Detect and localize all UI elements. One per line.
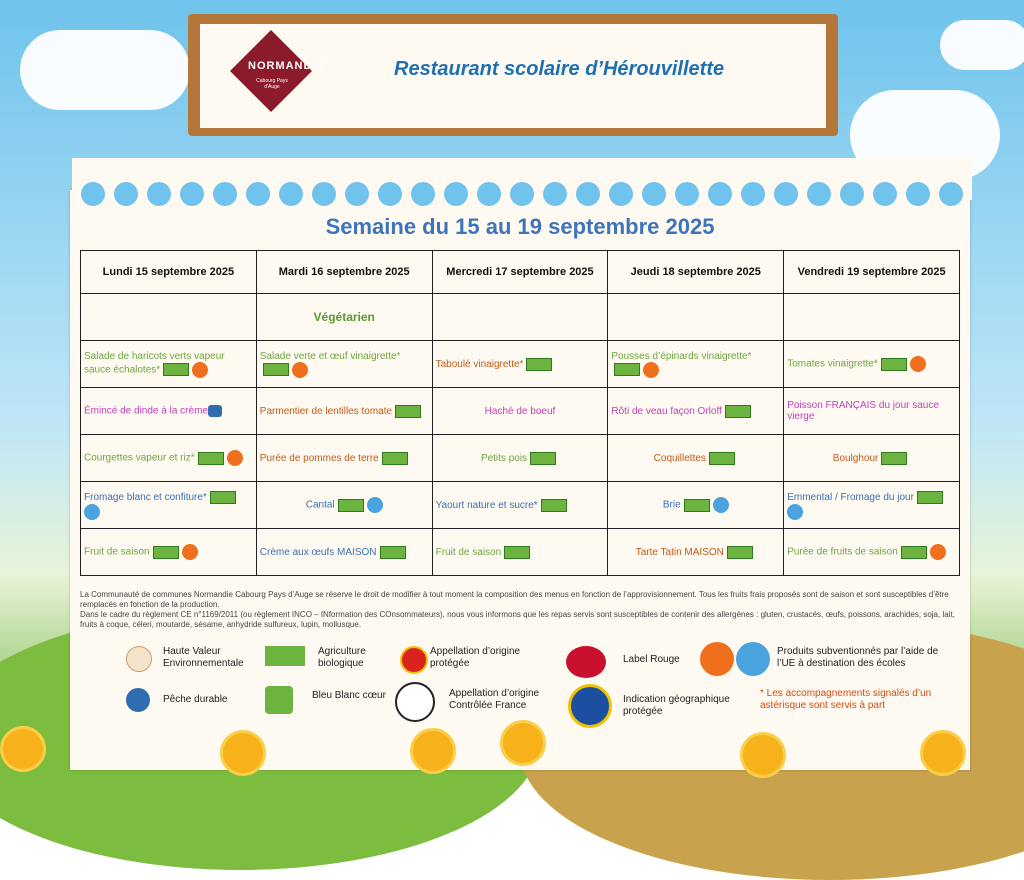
dish-text: Fruit de saison bbox=[435, 546, 502, 558]
binding-hole bbox=[675, 182, 699, 206]
day-header: Mardi 16 septembre 2025 bbox=[256, 251, 432, 294]
bio-icon bbox=[338, 499, 364, 512]
binding-hole bbox=[840, 182, 864, 206]
bio-icon bbox=[725, 405, 751, 418]
legend-aoc: Appellation d’origine Contrôlée France bbox=[449, 688, 540, 711]
binding-hole bbox=[81, 182, 105, 206]
day-header: Lundi 15 septembre 2025 bbox=[81, 251, 257, 294]
bio-legend-icon bbox=[265, 646, 305, 666]
dish-text: Fruit de saison bbox=[84, 546, 150, 558]
menu-cell bbox=[81, 435, 257, 482]
fruit-logo-icon bbox=[192, 362, 208, 378]
menu-cell bbox=[784, 529, 960, 576]
dish-text: Brie bbox=[662, 499, 681, 511]
aop-icon bbox=[400, 646, 428, 674]
dish-text: Poisson FRANÇAIS du jour sauce vierge bbox=[787, 400, 939, 422]
menu-cell bbox=[432, 341, 608, 388]
dish-text: Pousses d’épinards vinaigrette* bbox=[611, 350, 752, 362]
menu-cell bbox=[432, 388, 608, 435]
milk-logo-icon bbox=[713, 497, 729, 513]
dish-text: Crème aux œufs MAISON bbox=[259, 546, 377, 558]
table-row bbox=[81, 388, 960, 435]
dish-text: Salade de haricots verts vapeur sauce échalotes* bbox=[84, 350, 225, 376]
page-title: Restaurant scolaire d’Hérouvillette bbox=[394, 58, 725, 80]
dish-text: Petits pois bbox=[480, 452, 528, 464]
bio-icon bbox=[198, 452, 224, 465]
disclaimer bbox=[80, 590, 960, 630]
allergen-text: Dans le cadre du règlement CE n°1169/2011 (ou règlement INCO – INformation des COnsommateurs), nous vous informons que les repas servis sont susceptibles de contenir des allergènes : gluten, crustacés, œufs, poissons, arachides, soja, lait, fruits à coque, céleri, moutarde, sésame, anhydride sulfureux, lupin, mollusque. bbox=[80, 610, 955, 629]
menu-cell bbox=[81, 388, 257, 435]
menu-cell bbox=[608, 482, 784, 529]
binding-hole bbox=[939, 182, 963, 206]
menu-cell bbox=[608, 294, 784, 341]
menu-cell bbox=[608, 435, 784, 482]
bio-icon bbox=[881, 452, 907, 465]
legend-hve: Haute Valeur Environnementale bbox=[163, 646, 244, 669]
cloud bbox=[940, 20, 1024, 70]
binding-hole bbox=[807, 182, 831, 206]
dish-text: Fromage blanc et confiture* bbox=[84, 491, 207, 503]
binding-hole bbox=[444, 182, 468, 206]
binding-hole bbox=[873, 182, 897, 206]
menu-cell bbox=[784, 435, 960, 482]
dish-text: Haché de boeuf bbox=[484, 405, 556, 417]
fruit-logo-icon bbox=[930, 544, 946, 560]
cloud bbox=[20, 30, 190, 110]
sunflower-icon bbox=[740, 732, 786, 778]
menu-cell bbox=[81, 529, 257, 576]
binding-hole bbox=[576, 182, 600, 206]
binding-hole bbox=[741, 182, 765, 206]
dish-text: Boulghour bbox=[832, 452, 879, 464]
dish-text: Purée de fruits de saison bbox=[787, 546, 898, 558]
menu-cell bbox=[432, 529, 608, 576]
bio-icon bbox=[727, 546, 753, 559]
legend-bio: Agriculture biologique bbox=[318, 646, 366, 669]
sunflower-icon bbox=[0, 726, 46, 772]
label-rouge-icon bbox=[566, 646, 606, 678]
menu-cell bbox=[81, 294, 257, 341]
dish-text: Salade verte et œuf vinaigrette* bbox=[259, 350, 401, 362]
bio-icon bbox=[263, 363, 289, 376]
legend-igp: Indication géographique protégée bbox=[623, 694, 730, 717]
table-row bbox=[81, 341, 960, 388]
menu-cell bbox=[432, 435, 608, 482]
menu-cell bbox=[432, 294, 608, 341]
binding-hole bbox=[477, 182, 501, 206]
sunflower-icon bbox=[920, 730, 966, 776]
header-row bbox=[81, 251, 960, 294]
day-header: Mercredi 17 septembre 2025 bbox=[432, 251, 608, 294]
fruit-logo-icon bbox=[292, 362, 308, 378]
menu-cell bbox=[432, 482, 608, 529]
milk-logo-icon bbox=[367, 497, 383, 513]
menu-cell bbox=[256, 435, 432, 482]
menu-cell bbox=[81, 341, 257, 388]
legend-peche: Pêche durable bbox=[163, 694, 228, 705]
day-header: Jeudi 18 septembre 2025 bbox=[608, 251, 784, 294]
dish-text: Emmental / Fromage du jour bbox=[787, 491, 914, 503]
dish-text: Purée de pommes de terre bbox=[259, 452, 379, 464]
binding-hole bbox=[114, 182, 138, 206]
bio-icon bbox=[684, 499, 710, 512]
binding-hole bbox=[510, 182, 534, 206]
igp-icon bbox=[568, 684, 612, 728]
binding-hole bbox=[147, 182, 171, 206]
milk-logo-icon bbox=[84, 504, 100, 520]
dish-text: Parmentier de lentilles tomate bbox=[259, 405, 393, 417]
menu-cell bbox=[256, 341, 432, 388]
menu-cell bbox=[608, 388, 784, 435]
menu-cell bbox=[256, 388, 432, 435]
dish-text: Taboulé vinaigrette* bbox=[435, 358, 524, 370]
dish-text: Tomates vinaigrette* bbox=[787, 358, 878, 370]
binding-hole bbox=[345, 182, 369, 206]
bio-icon bbox=[901, 546, 927, 559]
dish-text: Tarte Tatin MAISON bbox=[635, 546, 724, 558]
logo-subtext: Cabourg Pays d'Auge bbox=[256, 78, 288, 90]
binding-hole bbox=[378, 182, 402, 206]
menu-cell bbox=[784, 341, 960, 388]
logo-text: NORMANDIE bbox=[248, 60, 325, 72]
binding-hole bbox=[906, 182, 930, 206]
day-header: Vendredi 19 septembre 2025 bbox=[784, 251, 960, 294]
menu-cell bbox=[256, 482, 432, 529]
ue-milk-icon bbox=[736, 642, 770, 676]
bio-icon bbox=[380, 546, 406, 559]
menu-cell bbox=[81, 482, 257, 529]
bio-icon bbox=[614, 363, 640, 376]
vegetarian-label: Végétarien bbox=[256, 294, 432, 341]
bio-icon bbox=[210, 491, 236, 504]
binding-hole bbox=[642, 182, 666, 206]
binding-hole bbox=[312, 182, 336, 206]
bio-icon bbox=[541, 499, 567, 512]
binding-hole bbox=[180, 182, 204, 206]
dish-text: Émincé de dinde à la crème bbox=[84, 405, 208, 417]
legend-label-rouge: Label Rouge bbox=[623, 654, 680, 665]
bio-icon bbox=[709, 452, 735, 465]
peche-durable-icon bbox=[126, 688, 150, 712]
binding-hole bbox=[246, 182, 270, 206]
binding-hole bbox=[609, 182, 633, 206]
fruit-logo-icon bbox=[227, 450, 243, 466]
dish-text: Coquillettes bbox=[653, 452, 706, 464]
menu-cell bbox=[256, 529, 432, 576]
dish-text: Cantal bbox=[305, 499, 335, 511]
bleu-blanc-coeur-icon bbox=[265, 686, 293, 714]
bio-icon bbox=[530, 452, 556, 465]
dish-text: Rôti de veau façon Orloff bbox=[611, 405, 722, 417]
menu-table bbox=[80, 250, 960, 576]
bio-icon bbox=[881, 358, 907, 371]
milk-logo-icon bbox=[787, 504, 803, 520]
fruit-logo-icon bbox=[910, 356, 926, 372]
legend-bbc: Bleu Blanc cœur bbox=[312, 690, 386, 701]
menu-cell bbox=[784, 388, 960, 435]
bio-icon bbox=[917, 491, 943, 504]
table-row bbox=[81, 294, 960, 341]
binding-hole bbox=[213, 182, 237, 206]
label-icon bbox=[208, 405, 222, 417]
hve-icon bbox=[126, 646, 152, 672]
fruit-logo-icon bbox=[643, 362, 659, 378]
legend-asterisk: * Les accompagnements signalés d’un astérisque sont servis à part bbox=[760, 688, 932, 711]
bio-icon bbox=[382, 452, 408, 465]
table-row bbox=[81, 529, 960, 576]
bio-icon bbox=[153, 546, 179, 559]
table-row bbox=[81, 435, 960, 482]
disclaimer-text: La Communauté de communes Normandie Cabourg Pays d’Auge se réserve le droit de modifier à tout moment la composition des menus en fonction de l’approvisionnement. Tous les fruits frais proposés sont de saison et sont susceptibles d’être remplacés en fonction de la production. bbox=[80, 590, 949, 609]
binding-hole bbox=[411, 182, 435, 206]
fruit-logo-icon bbox=[182, 544, 198, 560]
bio-icon bbox=[504, 546, 530, 559]
sunflower-icon bbox=[500, 720, 546, 766]
dish-text: Yaourt nature et sucre* bbox=[435, 499, 538, 511]
binding-hole bbox=[774, 182, 798, 206]
ue-fruit-icon bbox=[700, 642, 734, 676]
binding-hole bbox=[543, 182, 567, 206]
table-row bbox=[81, 482, 960, 529]
legend-ue: Produits subventionnés par l’aide de l’UE à destination des écoles bbox=[777, 646, 939, 669]
dish-text: Courgettes vapeur et riz* bbox=[84, 452, 195, 464]
legend-aop: Appellation d’origine protégée bbox=[430, 646, 521, 669]
sunflower-icon bbox=[410, 728, 456, 774]
sunflower-icon bbox=[220, 730, 266, 776]
bio-icon bbox=[395, 405, 421, 418]
menu-cell bbox=[784, 294, 960, 341]
binding-hole bbox=[708, 182, 732, 206]
menu-cell bbox=[608, 341, 784, 388]
binding-hole bbox=[279, 182, 303, 206]
bio-icon bbox=[526, 358, 552, 371]
week-title: Semaine du 15 au 19 septembre 2025 bbox=[325, 214, 715, 239]
bio-icon bbox=[163, 363, 189, 376]
aoc-icon bbox=[395, 682, 435, 722]
menu-cell bbox=[608, 529, 784, 576]
menu-cell bbox=[784, 482, 960, 529]
